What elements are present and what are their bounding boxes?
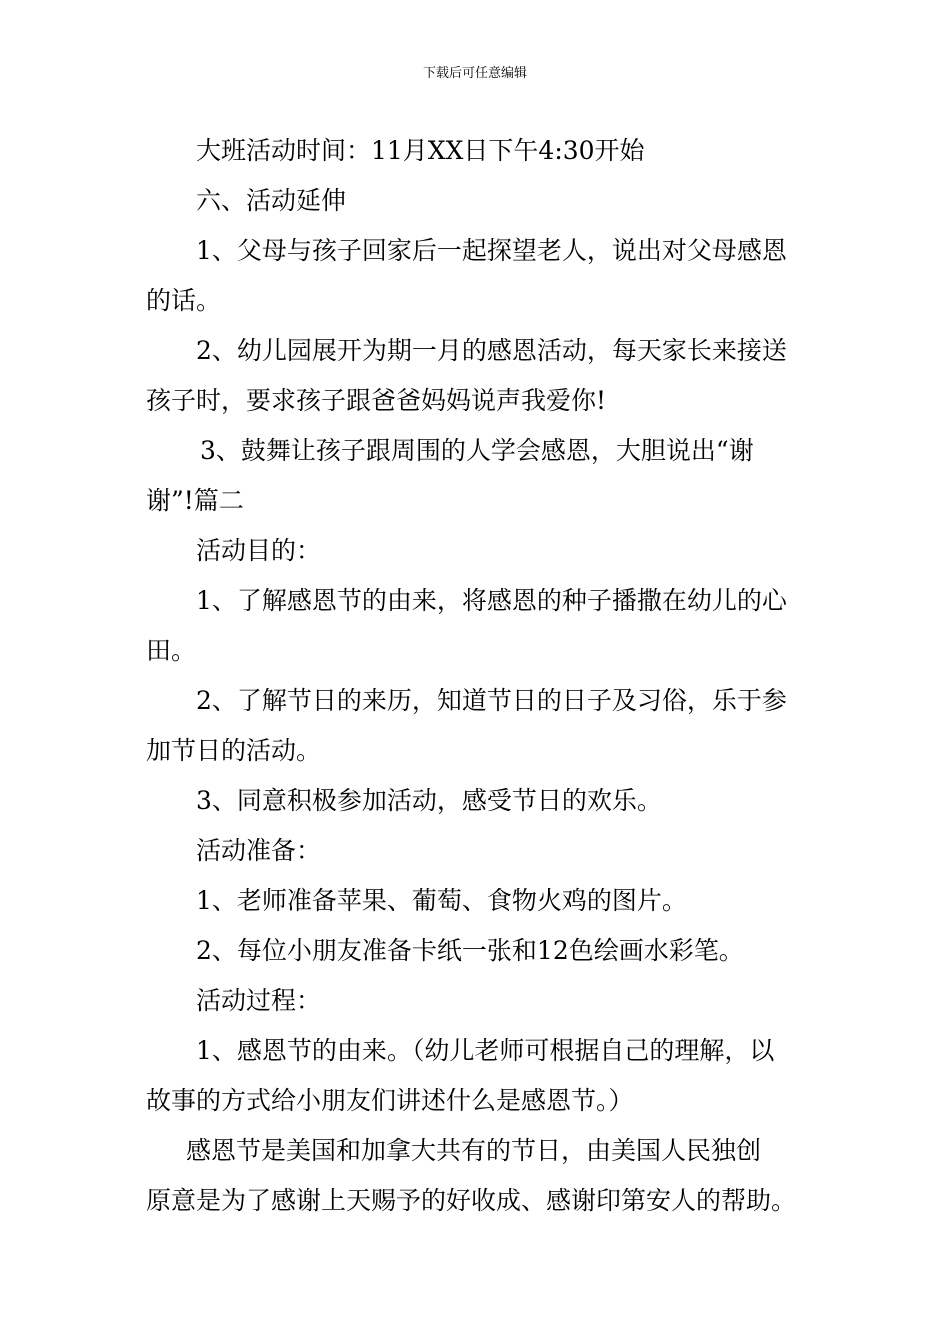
paragraph-line: 3、鼓舞让孩子跟周围的人学会感恩，大胆说出“谢 bbox=[200, 436, 754, 465]
section-heading: 活动目的： bbox=[196, 536, 322, 565]
page-header: 下载后可任意编辑 bbox=[422, 66, 527, 81]
paragraph-line: 1、父母与孩子回家后一起探望老人，说出对父母感恩 bbox=[196, 236, 787, 265]
paragraph-line: 原意是为了感谢上天赐予的好收成、感谢印第安人的帮助。 bbox=[146, 1186, 797, 1215]
paragraph-line: 感恩节是美国和加拿大共有的节日，由美国人民独创 bbox=[186, 1136, 762, 1165]
section-heading: 活动过程： bbox=[196, 986, 322, 1015]
paragraph-line: 谢”!篇二 bbox=[146, 486, 244, 515]
paragraph-line: 2、了解节日的来历，知道节日的日子及习俗，乐于参 bbox=[196, 686, 787, 715]
paragraph-line: 1、感恩节的由来。（幼儿老师可根据自己的理解，以 bbox=[196, 1036, 775, 1065]
paragraph-line: 的话。 bbox=[146, 286, 222, 315]
section-heading: 活动准备： bbox=[196, 836, 322, 865]
paragraph-line: 故事的方式给小朋友们讲述什么是感恩节。） bbox=[146, 1086, 634, 1115]
paragraph-line: 大班活动时间：11月XX日下午4:30开始 bbox=[196, 136, 645, 165]
paragraph-line: 孩子时，要求孩子跟爸爸妈妈说声我爱你! bbox=[146, 386, 607, 415]
document-body bbox=[146, 126, 811, 1226]
paragraph-line: 3、同意积极参加活动，感受节日的欢乐。 bbox=[196, 786, 662, 815]
section-heading: 六、活动延伸 bbox=[196, 186, 347, 215]
paragraph-line: 1、老师准备苹果、葡萄、食物火鸡的图片。 bbox=[196, 886, 687, 915]
paragraph-line: 加节日的活动。 bbox=[146, 736, 322, 765]
paragraph-line: 2、每位小朋友准备卡纸一张和12色绘画水彩笔。 bbox=[196, 936, 744, 965]
paragraph-line: 1、了解感恩节的由来，将感恩的种子播撒在幼儿的心 bbox=[196, 586, 787, 615]
paragraph-line: 2、幼儿园展开为期一月的感恩活动，每天家长来接送 bbox=[196, 336, 787, 365]
paragraph-line: 田。 bbox=[146, 636, 197, 665]
